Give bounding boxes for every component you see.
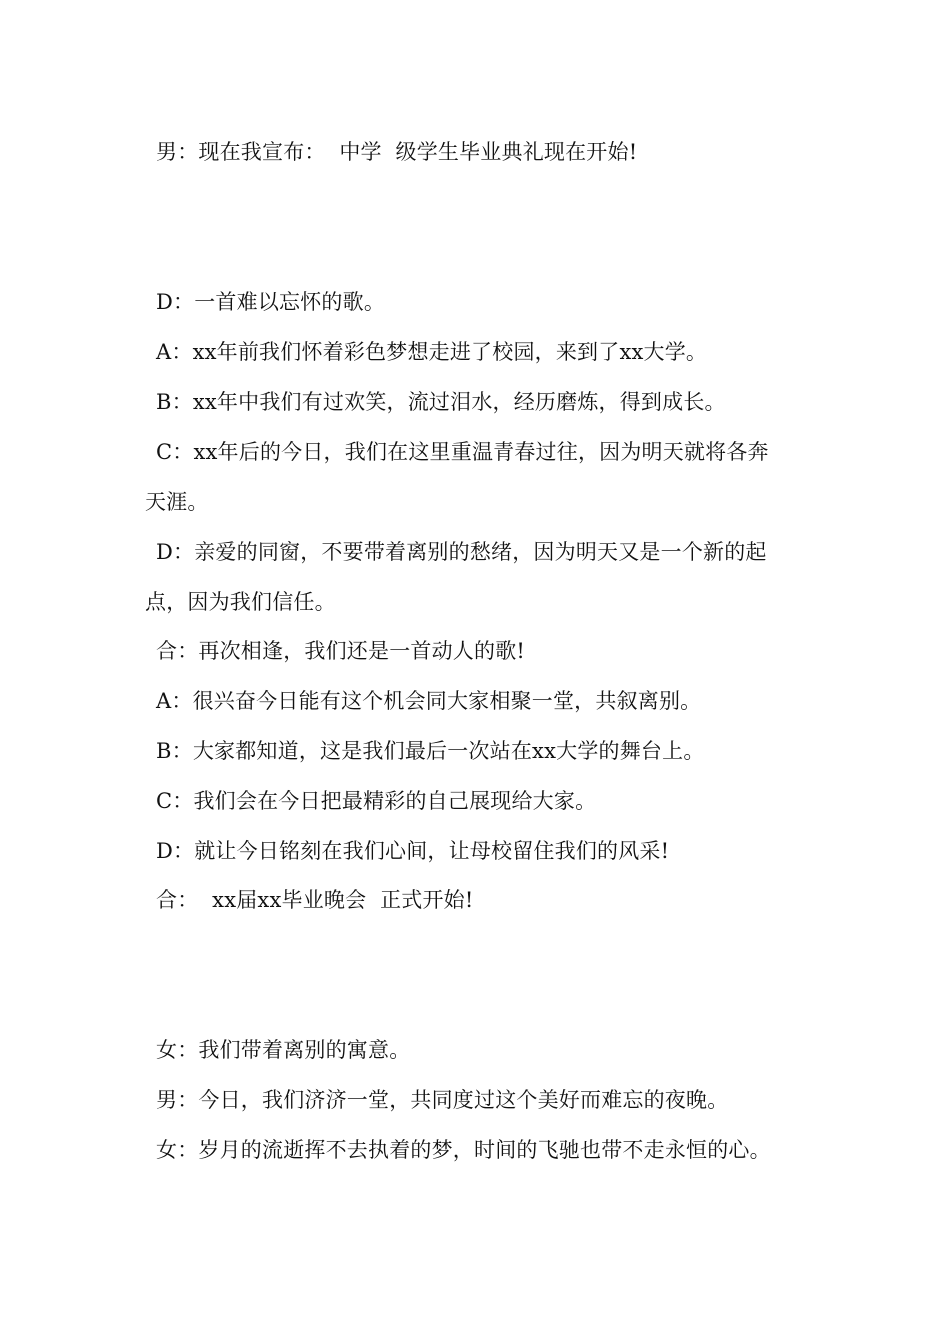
text-line: C：我们会在今日把最精彩的自己展现给大家。	[156, 789, 597, 813]
text-line: 女：岁月的流逝挥不去执着的梦，时间的飞驰也带不走永恒的心。	[156, 1138, 771, 1162]
text-line: 女：我们带着离别的寓意。	[156, 1038, 411, 1062]
text-line: C：xx年后的今日，我们在这里重温青春过往，因为明天就将各奔	[156, 440, 769, 464]
text-line: 男：今日，我们济济一堂，共同度过这个美好而难忘的夜晚。	[156, 1088, 729, 1112]
text-line: 男：现在我宣布： 中学 级学生毕业典礼现在开始!	[156, 140, 638, 164]
text-line: B：xx年中我们有过欢笑，流过泪水，经历磨炼，得到成长。	[156, 390, 726, 414]
text-line: 点，因为我们信任。	[145, 590, 336, 614]
text-line: D：就让今日铭刻在我们心间，让母校留住我们的风采!	[156, 839, 670, 863]
text-line: A：xx年前我们怀着彩色梦想走进了校园，来到了xx大学。	[156, 340, 708, 364]
text-line: D：亲爱的同窗，不要带着离别的愁绪，因为明天又是一个新的起	[156, 540, 767, 564]
text-line: 合：再次相逢，我们还是一首动人的歌!	[156, 639, 526, 663]
text-line: B：大家都知道，这是我们最后一次站在xx大学的舞台上。	[156, 739, 705, 763]
text-line: A：很兴奋今日能有这个机会同大家相聚一堂，共叙离别。	[156, 689, 702, 713]
text-line: 天涯。	[145, 490, 209, 514]
text-line: 合： xx届xx毕业晚会 正式开始!	[156, 888, 474, 912]
text-line: D：一首难以忘怀的歌。	[156, 290, 386, 314]
